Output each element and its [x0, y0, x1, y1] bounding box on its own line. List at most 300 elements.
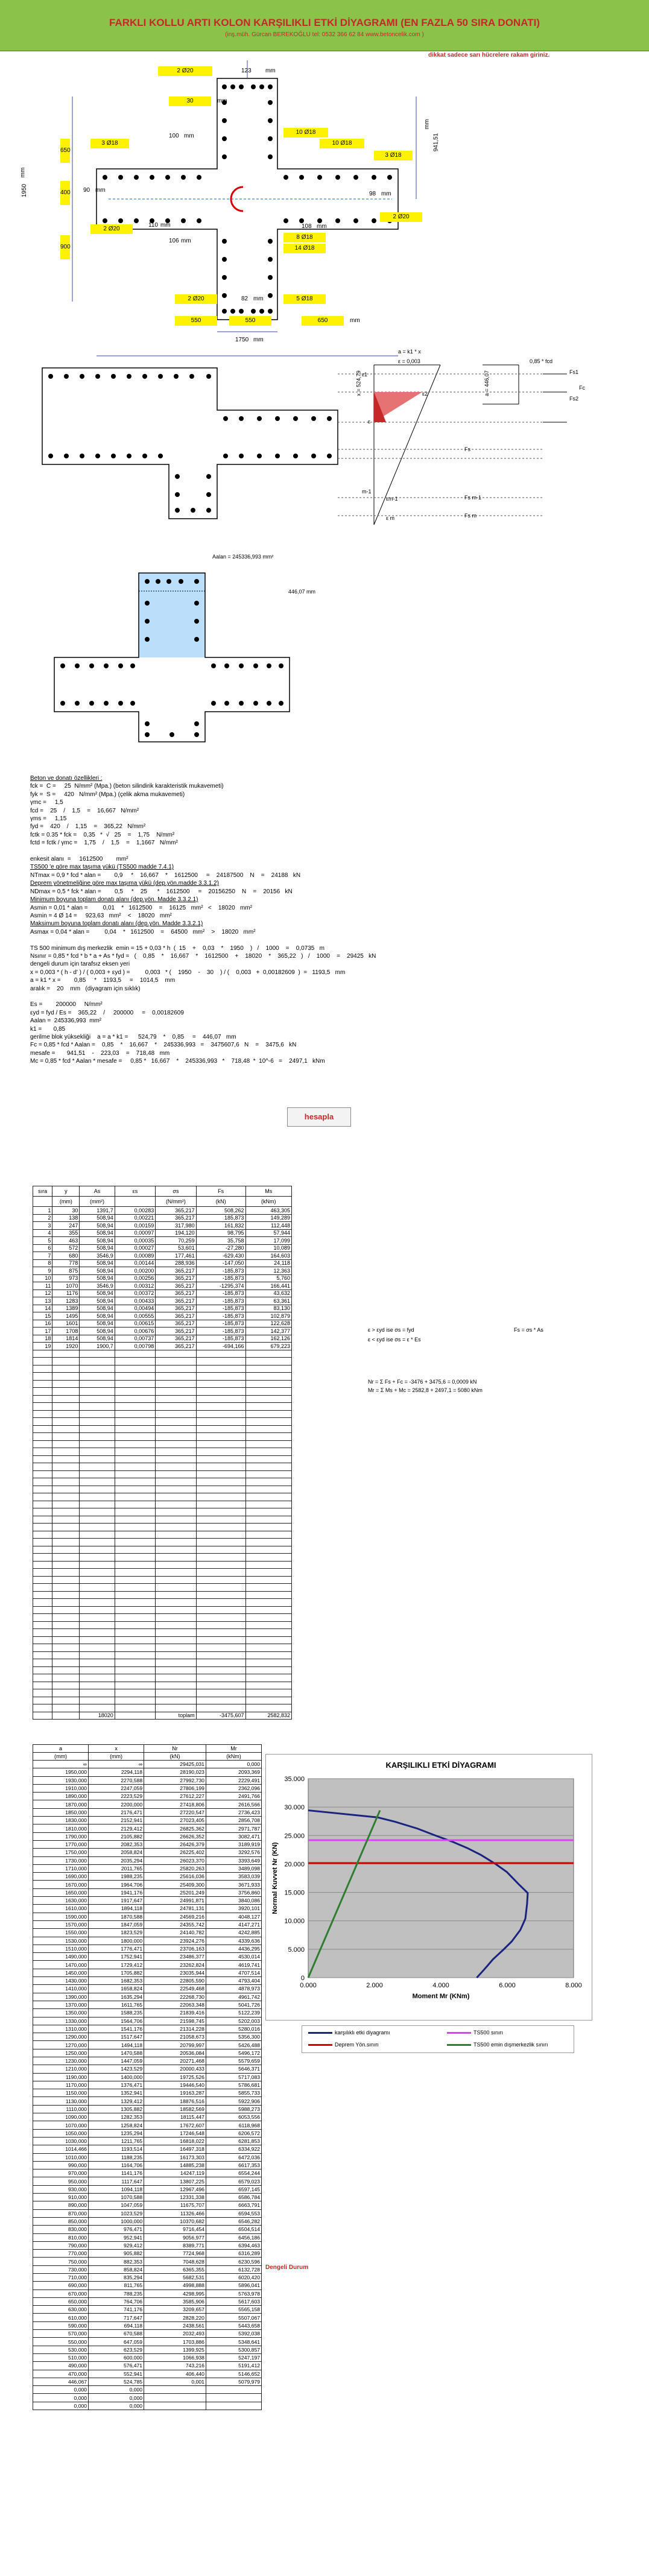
y-axis-label: Normal Kuvvet Nr (KN) [271, 1842, 279, 1914]
legend-swatch [447, 2032, 471, 2034]
y-tick-label: 30.000 [284, 1804, 305, 1812]
arm-top-bars-1[interactable]: 10 Ø18 [283, 128, 328, 138]
table-row: 12 1176 508,94 0,00372 365,217 -185,873 43,632 [33, 1290, 292, 1297]
column-unit: (kNm) [206, 1753, 261, 1761]
table-row: 890,000 1047,059 11675,707 6663,791 [33, 2201, 262, 2209]
calc-line: fcd = 25 / 1,5 = 16,667 N/mm² [30, 807, 139, 814]
dim-unit: mm [184, 133, 194, 139]
calc-line: dengeli durum için tarafsız eksen yeri [30, 961, 130, 968]
empty-row [33, 1493, 292, 1501]
table-row: 1030,000 1211,765 16818,022 6281,853 [33, 2137, 262, 2145]
table-row: 1710,000 2011,765 25820,263 3489,098 [33, 1864, 262, 1872]
column-header: σs [156, 1186, 196, 1197]
calc-line: Maksimum boyuna toplam donatı alanı (dep.yön. Madde 3.3.2.1) [30, 920, 203, 928]
height-input-2[interactable]: 400 [60, 181, 70, 205]
empty-row [33, 1455, 292, 1463]
epsm-label: ε m [386, 515, 395, 521]
column-header: Ms [245, 1186, 292, 1197]
table-row: 3 247 508,94 0,00159 317,980 161,832 112,448 [33, 1222, 292, 1230]
x-tick-label: 8.000 [565, 1982, 582, 1989]
table-row: 1290,000 1517,647 21058,673 5356,300 [33, 2033, 262, 2041]
legend-item [447, 2042, 548, 2048]
table-row: 13 1283 508,94 0,00433 365,217 -185,873 63,361 [33, 1297, 292, 1305]
table-row: 1370,000 1611,765 22063,348 5041,726 [33, 2001, 262, 2008]
table-row: 710,000 835,294 5682,531 6020,420 [33, 2274, 262, 2282]
empty-row [33, 1599, 292, 1607]
empty-row [33, 1674, 292, 1682]
dim-unit: mm [317, 223, 327, 230]
interaction-chart [265, 1754, 592, 2021]
legend-item [447, 2030, 503, 2036]
dim-unit: mm [265, 68, 276, 74]
table-row: 1930,000 2270,588 27992,730 2229,491 [33, 1776, 262, 1784]
calc-line: aralık = 20 mm (diyagram için sıklık) [30, 985, 141, 992]
empty-row [33, 1478, 292, 1486]
calc-line: fyd = 420 / 1,15 = 365,22 N/mm² [30, 823, 146, 831]
fs2-label: Fs2 [569, 396, 579, 402]
table-row: 1570,000 1847,059 24355,742 4147,271 [33, 1920, 262, 1928]
empty-row [33, 1539, 292, 1546]
empty-row [33, 1704, 292, 1712]
table-row: 17 1708 508,94 0,00676 365,217 -185,873 142,377 [33, 1328, 292, 1335]
empty-row [33, 1425, 292, 1433]
calc-line: gerilme blok yüksekliği a = a * k1 = 524,79 * 0,85 = 446,07 mm [30, 1034, 236, 1040]
chart-title: KARŞILIKLI ETKİ DİYAGRAMI [385, 1761, 496, 1770]
table-row: 1130,000 1329,412 18876,516 5922,906 [33, 2097, 262, 2105]
empty-row [33, 1373, 292, 1381]
table-row: 1230,000 1447,059 20271,468 5579,659 [33, 2057, 262, 2065]
dim-unit: mm [350, 317, 360, 324]
empty-row [33, 1508, 292, 1516]
height-input-3[interactable]: 900 [60, 235, 70, 259]
x-axis-label: Moment Mr (KNm) [412, 1993, 470, 2000]
empty-row [33, 1486, 292, 1493]
dim-446: 446,07 mm [288, 589, 316, 595]
table-row: 750,000 882,353 7048,628 6230,596 [33, 2258, 262, 2265]
condition-1b: Fs = σs * As [514, 1327, 543, 1333]
table-row: 1410,000 1658,824 22549,468 4878,973 [33, 1985, 262, 1993]
compression-section [0, 567, 649, 748]
y-tick-label: 10.000 [284, 1917, 305, 1925]
arm-bot-bars-1[interactable]: 8 Ø18 [283, 233, 326, 242]
dim-label: 90 [83, 187, 90, 194]
table-row: 770,000 905,882 7724,968 6316,289 [33, 2250, 262, 2258]
dim-unit: mm [253, 337, 264, 343]
table-row: 650,000 764,706 3585,906 5617,603 [33, 2297, 262, 2305]
empty-row [33, 1440, 292, 1448]
column-header: As [80, 1186, 115, 1197]
table-row: 530,000 623,529 1399,925 5300,857 [33, 2346, 262, 2353]
table-row: 1270,000 1494,118 20799,997 5426,488 [33, 2041, 262, 2049]
compression-area: Aalan = 245336,993 mm² [212, 554, 274, 560]
table-row: 590,000 694,118 2438,561 5443,658 [33, 2321, 262, 2329]
column-header: y [52, 1186, 80, 1197]
input-note: dikkat sadece sarı hücrelere rakam giriniz. [428, 52, 550, 59]
table-row: 1 30 1391,7 0,00283 365,217 508,262 463,305 [33, 1207, 292, 1215]
row-m1-label: m-1 [362, 489, 372, 495]
table-row: 1190,000 1400,000 19725,526 5717,083 [33, 2073, 262, 2081]
sum-m: Mr = Σ Ms + Mc = 2582,8 + 2497,1 = 5080 kNm [368, 1387, 483, 1393]
table-row: 1390,000 1635,294 22268,730 4961,742 [33, 1993, 262, 2001]
calc-line: x = 0,003 * ( h - d' ) / ( 0,003 + εyd ) = 0,003 * ( 1950 - 30 ) / ( 0,003 + 0,00182609 ) = 1193,5 mm [30, 969, 346, 976]
table-row: 1770,000 2082,353 26426,379 3189,919 [33, 1840, 262, 1848]
dim-label: 1750 [235, 337, 249, 343]
table-row: 1330,000 1564,706 21598,745 5202,003 [33, 2017, 262, 2025]
right-end-bars[interactable]: 2 Ø20 [380, 212, 422, 222]
empty-row [33, 1380, 292, 1388]
empty-row [33, 1463, 292, 1471]
table-row: 1014,466 1193,514 16497,318 6334,922 [33, 2145, 262, 2153]
empty-row [33, 1350, 292, 1358]
column-header: Nr [144, 1745, 206, 1753]
legend-swatch [447, 2044, 471, 2046]
calc-line [30, 936, 376, 944]
column-unit: (N/mm²) [156, 1197, 196, 1207]
dim-label: 110 [148, 222, 158, 229]
table-row: 5 463 508,94 0,00035 70,259 35,758 17,099 [33, 1237, 292, 1245]
x-tick-label: 0.000 [300, 1982, 317, 1989]
table-row: 1170,000 1376,471 19446,540 5786,681 [33, 2081, 262, 2089]
table-row: 2 138 508,94 0,00221 365,217 185,873 149,289 [33, 1214, 292, 1222]
empty-row [33, 1524, 292, 1531]
empty-row [33, 1584, 292, 1592]
y-tick-label: 25.000 [284, 1832, 305, 1840]
table-row: 1310,000 1541,176 21314,228 5280,016 [33, 2025, 262, 2033]
column-unit: (kN) [196, 1197, 245, 1207]
table-row: 670,000 788,235 4298,995 5763,978 [33, 2290, 262, 2297]
dim-label: 941,51 [432, 133, 440, 152]
page-header [0, 0, 649, 51]
table-row: 1250,000 1470,588 20536,084 5496,172 [33, 2049, 262, 2057]
empty-row [33, 1591, 292, 1599]
y-tick-label: 0 [300, 1975, 305, 1982]
empty-row [33, 1554, 292, 1562]
column-header: sıra [33, 1186, 52, 1197]
condition-2: ε < εyd ise σs = ε * Es [368, 1337, 421, 1343]
dim-label: 98 [369, 191, 376, 197]
table-row: 1510,000 1776,471 23706,163 4436,295 [33, 1945, 262, 1952]
empty-row [33, 1418, 292, 1426]
table-row: 1210,000 1423,529 20000,433 5646,371 [33, 2065, 262, 2073]
column-unit: (mm) [52, 1197, 80, 1207]
dim-unit: mm [253, 296, 264, 302]
empty-row [33, 1448, 292, 1456]
table-row: 1350,000 1588,235 21839,416 5122,239 [33, 2009, 262, 2017]
calc-line [30, 993, 376, 1001]
x-depth: x = 524,79 [355, 370, 362, 396]
height-input-1[interactable]: 650 [60, 139, 70, 163]
calc-line: Asmin = 4 Ø 14 = 923,63 mm² < 18020 mm² [30, 912, 172, 919]
table-row: 850,000 1000,000 10370,682 6546,282 [33, 2217, 262, 2225]
dim-unit: mm [217, 98, 227, 104]
calc-line: TS500 'e göre max taşıma yükü (TS500 madde 7.4.1) [30, 864, 174, 871]
plot-area [308, 1779, 574, 1978]
fsm-label: Fs m [464, 513, 476, 519]
fsm1-label: Fs m-1 [464, 495, 481, 501]
chart-legend [302, 2025, 574, 2053]
table-row: 1870,000 2200,000 27418,806 2616,566 [33, 1800, 262, 1808]
empty-row [33, 1576, 292, 1584]
right-top-bars[interactable]: 3 Ø18 [374, 151, 413, 160]
table-row: 690,000 811,765 4998,888 5896,041 [33, 2282, 262, 2290]
table-row: 970,000 1141,176 14247,119 6554,244 [33, 2169, 262, 2177]
interaction-table [33, 1744, 262, 2410]
empty-row [33, 1403, 292, 1411]
condition-1: ε > εyd ise σs = fyd [368, 1327, 414, 1333]
table-row: 1110,000 1305,882 18582,569 5988,273 [33, 2105, 262, 2113]
calc-line: Asmin = 0,01 * alan = 0,01 * 1612500 = 16125 mm² < 18020 mm² [30, 904, 252, 911]
calc-line: Beton ve donatı özellikleri : [30, 775, 103, 782]
empty-row [33, 1410, 292, 1418]
legend-swatch [308, 2032, 332, 2034]
fs1-label: Fs1 [569, 369, 579, 375]
k1-equation: a = k1 * x [398, 349, 421, 355]
table-row: 1630,000 1917,647 24991,871 3840,086 [33, 1897, 262, 1905]
empty-row [33, 1365, 292, 1373]
calc-line: Fc = 0,85 * fcd * Aalan = 0,85 * 16,667 * 245336,993 = 3475607,6 N = 3475,6 kN [30, 1042, 297, 1049]
empty-row [33, 1629, 292, 1637]
table-row: 1590,000 1870,588 24569,216 4048,127 [33, 1913, 262, 1920]
table-row: 1690,000 1988,235 25616,036 3583,039 [33, 1873, 262, 1881]
calc-line: NTmax = 0,9 * fcd * alan = 0,9 * 16,667 * 1612500 = 24187500 N = 24188 kN [30, 872, 301, 879]
left-top-bars[interactable]: 3 Ø18 [90, 139, 129, 148]
legend-label: karşılıklı etki diyagramı [335, 2030, 390, 2036]
table-row: 990,000 1164,706 14885,238 6617,353 [33, 2161, 262, 2169]
calculate-button[interactable]: hesapla [287, 1107, 351, 1127]
width-input-1[interactable]: 550 [175, 316, 217, 326]
dim-label: 100 [169, 133, 179, 139]
table-row: 1430,000 1682,353 22805,590 4793,404 [33, 1977, 262, 1985]
y-tick-label: 15.000 [284, 1889, 305, 1897]
calc-line: fyk = S = 420 N/mm² (Mpa.) (çelik akma mukavemeti) [30, 791, 185, 798]
table-row: 1010,000 1188,235 16173,303 6472,036 [33, 2153, 262, 2161]
column-header: x [89, 1745, 144, 1753]
table-row: 0,000 0,000 [33, 2394, 262, 2402]
empty-row [33, 1546, 292, 1554]
empty-row [33, 1636, 292, 1644]
table-row: 490,000 576,471 743,216 5191,412 [33, 2362, 262, 2370]
y-tick-label: 35.000 [284, 1776, 305, 1783]
column-unit: (mm) [33, 1753, 89, 1761]
table-row: 1610,000 1894,118 24781,131 3920,101 [33, 1905, 262, 1913]
table-row: 14 1389 508,94 0,00494 365,217 -185,873 83,130 [33, 1305, 292, 1312]
calc-line: k1 = 0,85 [30, 1025, 66, 1033]
table-row: 730,000 858,824 6365,355 6132,728 [33, 2265, 262, 2273]
table-row: 7 680 3546,9 0,00089 177,461 -629,430 164,603 [33, 1252, 292, 1260]
table-row: 18 1814 508,94 0,00737 365,217 -185,873 162,126 [33, 1335, 292, 1343]
calc-line: Mc = 0,85 * fcd * Aalan * mesafe = 0,85 * 16,667 * 245336,993 * 718,48 * 10^-6 = 2497,1 kNm [30, 1058, 325, 1065]
table-row: 1730,000 2035,294 26023,370 3393,649 [33, 1856, 262, 1864]
fcd-label: 0,85 * fcd [530, 358, 553, 364]
table-row: 4 355 508,94 0,00097 194,120 98,795 57,944 [33, 1229, 292, 1237]
table-row: 10 973 508,94 0,00256 365,217 -185,873 5,760 [33, 1274, 292, 1282]
table-row: 1150,000 1352,941 19163,287 5855,733 [33, 2089, 262, 2097]
calc-line: γmc = 1,5 [30, 799, 63, 806]
calc-line: fck = C = 25 N/mm² (Mpa.) (beton silindirik karakteristik mukavemeti) [30, 783, 224, 790]
calc-line: a = k1 * x = 0,85 * 1193,5 = 1014,5 mm [30, 977, 176, 984]
table-row: 1470,000 1729,412 23262,824 4619,741 [33, 1961, 262, 1969]
empty-row [33, 1388, 292, 1396]
calc-line: fctk = 0.35 * fck = 0,35 * √ 25 = 1,75 N/mm² [30, 831, 175, 838]
empty-row [33, 1697, 292, 1704]
dim-unit: mm [160, 222, 171, 229]
x-tick-label: 6.000 [499, 1982, 516, 1989]
legend-item [308, 2042, 379, 2048]
empty-row [33, 1621, 292, 1629]
width-input-2[interactable]: 550 [229, 316, 271, 326]
dim-unit: mm [181, 238, 191, 244]
y-tick-label: 5.000 [288, 1946, 305, 1954]
cross-section-drawing [0, 60, 649, 374]
total-row: 18020 toplam -3475,607 2582,832 [33, 1712, 292, 1720]
balance-label: Dengeli Durum [265, 2264, 309, 2271]
table-row: 1450,000 1705,882 23035,944 4707,514 [33, 1969, 262, 1976]
calc-line: mesafe = 941,51 - 223,03 = 718,48 mm [30, 1049, 170, 1057]
empty-row [33, 1531, 292, 1539]
legend-label: TS500 sınırı [473, 2030, 504, 2036]
table-row: 446,067 524,785 0,001 5079,979 [33, 2378, 262, 2385]
cover-input[interactable]: 30 [169, 97, 211, 106]
calc-line: fctd = fctk / γmc = 1,75 / 1,5 = 1,1667 N/mm² [30, 840, 178, 847]
table-row: 1670,000 1964,706 25409,300 3671,933 [33, 1881, 262, 1888]
arm-top-bars-2[interactable]: 10 Ø18 [320, 139, 364, 148]
sum-n: Nr = Σ Fs + Fc = -3476 + 3475,6 = 0,0009 kN [368, 1379, 477, 1385]
table-row: 870,000 1023,529 11326,466 6594,553 [33, 2209, 262, 2217]
table-row: 930,000 1094,118 12967,496 6597,145 [33, 2185, 262, 2193]
empty-row [33, 1470, 292, 1478]
table-row: 610,000 717,647 2828,220 5507,067 [33, 2314, 262, 2321]
table-row: 1790,000 2105,882 26626,352 3082,471 [33, 1832, 262, 1840]
table-row: ∞ ∞ 29425,031 0,000 [33, 1761, 262, 1768]
calc-line: εyd = fyd / Es = 365,22 / 200000 = 0,00182609 [30, 1009, 184, 1016]
empty-row [33, 1689, 292, 1697]
page-title: FARKLI KOLLU ARTI KOLON KARŞILIKLI ETKİ DİYAGRAMI (EN FAZLA 50 SIRA DONATI) [109, 17, 540, 28]
calc-line: Aalan = 245336,993 mm² [30, 1017, 102, 1025]
width-input-3[interactable]: 650 [302, 316, 344, 326]
author-line: (inş.müh. Gürcan BEREKOĞLU tel: 0532 366 62 84 www.betoncelik.com ) [225, 31, 424, 38]
calc-line: Minimum boyuna toplam donatı alanı (dep.yön. Madde 3.3.2.1) [30, 896, 198, 903]
calc-line: γms = 1,15 [30, 815, 67, 823]
table-row: 11 1070 3546,9 0,00312 365,217 -1295,374 166,441 [33, 1282, 292, 1290]
legend-item [308, 2030, 390, 2036]
table-row: 1050,000 1235,294 17246,548 6206,572 [33, 2129, 262, 2137]
empty-row [33, 1358, 292, 1366]
table-row: 1810,000 2129,412 26825,362 2971,787 [33, 1824, 262, 1832]
table-row: 0,000 0,000 [33, 2386, 262, 2394]
column-unit: (kNm) [245, 1197, 292, 1207]
dim-label: 106 [169, 238, 179, 244]
column-header: εs [115, 1186, 155, 1197]
bar-table [33, 1186, 292, 1720]
fs-label: Fs [464, 446, 470, 452]
dim-label: 108 [302, 223, 312, 230]
table-row: 16 1601 508,94 0,00615 365,217 -185,873 122,628 [33, 1320, 292, 1328]
epsm1-label: εm-1 [386, 496, 398, 502]
table-row: 1650,000 1941,176 25201,249 3756,860 [33, 1888, 262, 1896]
table-row: 550,000 647,059 1703,886 5348,641 [33, 2338, 262, 2346]
bottom-bars-2[interactable]: 5 Ø18 [283, 294, 326, 304]
dim-label: 123 [241, 68, 252, 74]
table-row: 1550,000 1823,529 24140,782 4242,885 [33, 1929, 262, 1937]
empty-row [33, 1651, 292, 1659]
calc-line: NDmax = 0,5 * fck * alan = 0,5 * 25 * 1612500 = 20156250 N = 20156 kN [30, 888, 293, 895]
table-row: 790,000 929,412 8389,771 6394,463 [33, 2241, 262, 2249]
table-row: 15 1495 508,94 0,00555 365,217 -185,873 102,879 [33, 1312, 292, 1320]
dim-label: 1950 [21, 183, 28, 198]
column-unit: (mm²) [80, 1197, 115, 1207]
calc-line: Nsınır = 0,85 * fcd * b * a + As * fyd = ( 0,85 * 16,667 * 1612500 + 18020 * 365,22 ) / 1000 = 29425 kN [30, 952, 376, 960]
table-row: 510,000 600,000 1066,938 5247,197 [33, 2353, 262, 2361]
legend-swatch [308, 2044, 332, 2046]
dim-unit: mm [381, 191, 391, 197]
column-unit [115, 1197, 155, 1207]
empty-row [33, 1569, 292, 1577]
empty-row [33, 1561, 292, 1569]
table-row: 1530,000 1800,000 23924,276 4339,636 [33, 1937, 262, 1945]
table-row: 570,000 670,588 2032,493 5392,038 [33, 2330, 262, 2338]
x-tick-label: 4.000 [432, 1982, 449, 1989]
table-row: 6 572 508,94 0,00027 53,601 -27,280 10,089 [33, 1244, 292, 1252]
dim-unit: mm [95, 187, 106, 194]
column-unit: (mm) [89, 1753, 144, 1761]
legend-label: Deprem Yön.sınırı [335, 2042, 379, 2048]
dim-label: 82 [241, 296, 249, 302]
chart-svg [266, 1755, 592, 2020]
table-row: 0,000 0,000 [33, 2402, 262, 2410]
table-row: 1950,000 2294,118 28190,023 2093,369 [33, 1768, 262, 1776]
top-bar-label[interactable]: 2 Ø20 [158, 66, 212, 76]
x-tick-label: 2.000 [366, 1982, 383, 1989]
table-row: 830,000 976,471 9716,454 6504,514 [33, 2226, 262, 2233]
table-row: 950,000 1117,647 13807,225 6579,023 [33, 2177, 262, 2185]
table-row: 1490,000 1752,941 23486,377 4530,014 [33, 1953, 262, 1961]
column-header: Mr [206, 1745, 261, 1753]
table-row: 630,000 741,176 3209,657 5565,158 [33, 2306, 262, 2314]
empty-row [33, 1659, 292, 1667]
column-header: a [33, 1745, 89, 1753]
dim-unit: mm [423, 119, 431, 130]
table-row: 1830,000 2152,941 27023,405 2856,708 [33, 1817, 262, 1824]
calc-line: Es = 200000 N/mm² [30, 1001, 103, 1008]
legend-label: TS500 emin dışmerkezlik sınırı [473, 2042, 548, 2048]
empty-row [33, 1614, 292, 1622]
eps-label: ε [368, 419, 371, 425]
calc-line: enkesit alanı = 1612500 mm² [30, 856, 128, 863]
column-unit [33, 1197, 52, 1207]
table-row: 910,000 1070,588 12331,338 6586,784 [33, 2194, 262, 2201]
empty-row [33, 1666, 292, 1674]
table-row: 470,000 552,941 406,440 5146,652 [33, 2370, 262, 2378]
calc-line: Deprem yönetmeliğine göre max taşıma yükü (dep.yön.madde 3.3.1.2) [30, 880, 219, 887]
table-row: 1910,000 2247,059 27806,199 2362,096 [33, 1784, 262, 1792]
arm-bot-bars-2[interactable]: 14 Ø18 [283, 244, 326, 253]
empty-row [33, 1433, 292, 1441]
left-end-bars[interactable]: 2 Ø20 [90, 224, 133, 234]
a-depth: a = 446,07 [483, 370, 490, 396]
table-row: 8 778 508,94 0,00144 288,936 -147,050 24,118 [33, 1259, 292, 1267]
bottom-bars[interactable]: 2 Ø20 [175, 294, 217, 304]
eps2-label: ε2 [422, 391, 428, 397]
table-row: 1850,000 2176,471 27220,547 2736,423 [33, 1808, 262, 1816]
fc-label: Fc [579, 385, 585, 391]
y-tick-label: 20.000 [284, 1861, 305, 1869]
calc-line: Asmax = 0,04 * alan = 0,04 * 1612500 = 64500 mm² > 18020 mm² [30, 928, 256, 935]
table-row: 810,000 952,941 9056,977 6456,186 [33, 2233, 262, 2241]
table-row: 1090,000 1282,353 18115,447 6053,556 [33, 2113, 262, 2121]
empty-row [33, 1644, 292, 1652]
calculation-block [30, 774, 376, 1066]
table-row: 19 1920 1900,7 0,00798 365,217 -694,166 679,223 [33, 1343, 292, 1350]
